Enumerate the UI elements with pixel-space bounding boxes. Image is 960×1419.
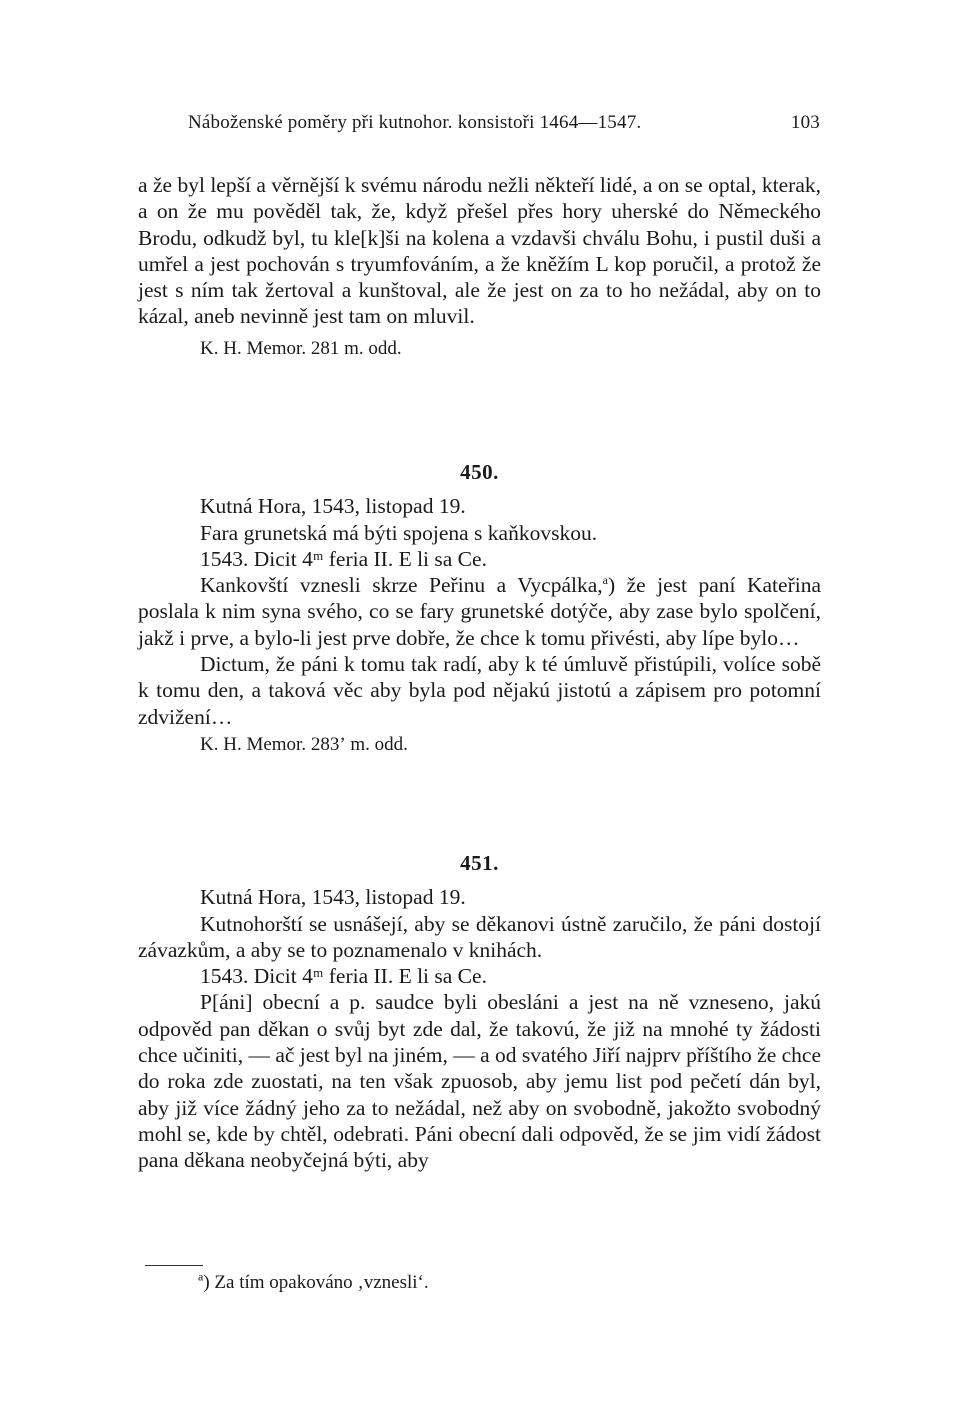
footnote-mark: a: [198, 1269, 204, 1284]
document-451: [138, 850, 821, 1174]
p1-before: Kankovští vznesli skrze Peřinu a Vycpálka,: [200, 573, 603, 598]
footnote-ref-a: a: [602, 573, 608, 588]
intro-reference: K. H. Memor. 281 m. odd.: [200, 337, 402, 359]
running-header: [188, 112, 820, 134]
p1-after: ) že jest paní Kateřina poslala k nim syna svého, co se fary grunetské dotýče, aby zase bylo spolčení, jakž i prve, a bylo-li jest prve dobře, že chce k tomu přivésti, aby lípe bylo…: [138, 573, 821, 650]
doc-450-date-line: 1543. Dicit 4ᵐ feria II. E li sa Ce.: [200, 546, 487, 571]
doc-450-paragraph-1: [138, 572, 821, 651]
doc-450-summary: Fara grunetská má býti spojena s kaňkovskou.: [200, 520, 598, 545]
doc-450-place-date: Kutná Hora, 1543, listopad 19.: [200, 494, 466, 519]
doc-450-reference: K. H. Memor. 283ʼ m. odd.: [200, 733, 408, 755]
page-number: 103: [790, 112, 820, 133]
footnote-rule: [145, 1265, 203, 1266]
doc-450-number: 450.: [460, 460, 499, 484]
document-450: [138, 459, 821, 758]
doc-451-date-line: 1543. Dicit 4ᵐ feria II. E li sa Ce.: [200, 964, 487, 989]
footnote: [198, 1269, 429, 1294]
intro-paragraph: a že byl lepší a věrnější k svému národu nežli někteří lidé, a on se optal, kterak, a on že mu pověděl tak, že, když přešel přes hory uherské do Německého Brodu, odkudž byl, tu kle[k]ši na kolena a vzdavši chválu Bohu, i pustil duši a umřel a jest pochován s tryumfováním, a že kněžím L kop poručil, a protož že jest s ním tak žertoval a kunštoval, ale že jest on za to ho nežádal, aby on to kázal, aneb nevinně jest tam on mluvil.: [138, 173, 821, 329]
doc-451-number: 451.: [460, 851, 499, 875]
footnote-text: ) Za tím opakováno ‚vznesli‘.: [203, 1272, 429, 1293]
intro-block: [138, 172, 821, 362]
doc-451-paragraph-1: P[áni] obecní a p. saudce byli obesláni a jest na ně vzneseno, jakú odpověd pan děkan o svůj byt zde dal, že takovú, že již na mnohé ty žádosti chce učiniti, — ač jest byl na jiném, — a od svatého Jiří najprv příštího že chce do roka zde zuostati, na ten však zpuosob, aby jemu list pod pečetí dán byl, aby již více žádný jeho za to nežádal, než aby on svobodně, jakožto svobodný mohl se, kde by chtěl, odebrati. Páni obecní dali odpověd, že se jim vidí žádost pana děkana neobyčejná býti, aby: [138, 990, 822, 1173]
doc-450-paragraph-2: Dictum, že páni k tomu tak radí, aby k té úmluvě přistúpili, volíce sobě k tomu den, a taková věc aby byla pod nějakú jistotú a zápisem pro potomní zdvižení…: [138, 652, 821, 729]
doc-451-summary: Kutnohorští se usnášejí, aby se děkanovi ústně zaručilo, že páni dostojí závazkům, a aby se to poznamenalo v knihách.: [138, 911, 821, 962]
doc-451-place-date: Kutná Hora, 1543, listopad 19.: [200, 885, 466, 910]
running-title: Náboženské poměry při kutnohor. konsistoři 1464—1547.: [188, 112, 642, 133]
